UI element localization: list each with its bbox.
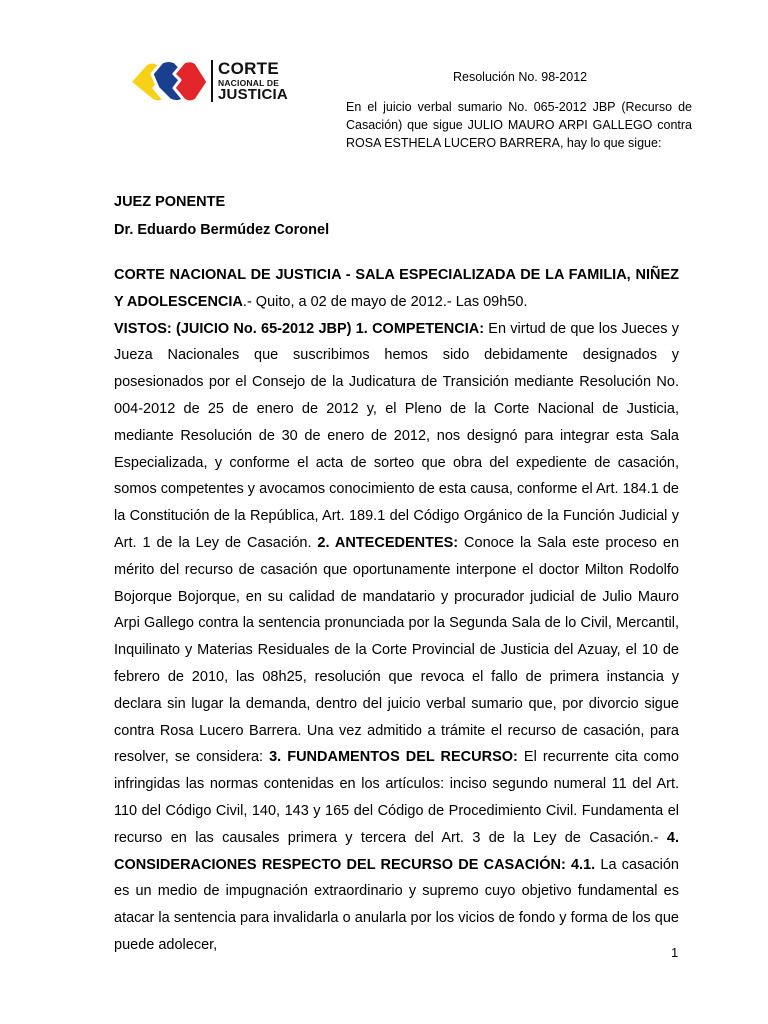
date-line: .- Quito, a 02 de mayo de 2012.- Las 09h50.	[242, 293, 528, 310]
main-paragraph	[114, 316, 679, 959]
consideraciones-text: La casación es un medio de impugnación extraordinario y supremo cuyo objetivo fundamental es atacar la sentencia para invalidarla o anularla por los vicios de fondo y forma de los que puede adolecer,	[114, 856, 679, 953]
logo-line-corte: CORTE	[218, 59, 279, 78]
competencia-text: En virtud de que los Jueces y Jueza Nacionales que suscribimos hemos sido debidamente designados y posesionados por el Consejo de la Judicatura de Transición mediante Resolución No. 004-2012 de 25 de enero de 2012 y, el Pleno de la Corte Nacional de Justicia, mediante Resolución de 30 de enero de 2012, nos designó para integrar esta Sala Especializada, y conforme el acta de sorteo que obra del expediente de casación, somos competentes y avocamos conocimiento de esta causa, conforme el Art. 184.1 de la Constitución de la República, Art. 189.1 del Código Orgánico de la Función Judicial y Art. 1 de la Ley de Casación.	[114, 320, 679, 551]
court-heading: CORTE NACIONAL DE JUSTICIA - SALA ESPECIALIZADA DE LA FAMILIA, NIÑEZ Y ADOLESCENCIA	[114, 267, 679, 310]
resolution-number: Resolución No. 98-2012	[453, 70, 588, 84]
resolution-body	[114, 262, 679, 959]
antecedentes-heading: 2. ANTECEDENTES:	[317, 534, 459, 551]
vistos-heading: VISTOS: (JUICIO No. 65-2012 JBP) 1. COMPETENCIA:	[114, 320, 485, 337]
logo-red-shape	[174, 61, 208, 102]
logo-line-justicia: JUSTICIA	[218, 86, 288, 103]
logo-divider	[211, 60, 213, 102]
consideraciones-heading: 4. CONSIDERACIONES RESPECTO DEL RECURSO DE CASACIÓN: 4.1.	[114, 829, 679, 873]
case-summary: En el juicio verbal sumario No. 065-2012 JBP (Recurso de Casación) que sigue JULIO MAURO ARPI GALLEGO contra ROSA ESTHELA LUCERO BARRERA, hay lo que sigue:	[346, 100, 692, 150]
court-heading-paragraph	[114, 262, 679, 316]
logo-emblem-icon	[128, 58, 210, 106]
page-number: 1	[671, 945, 679, 960]
fundamentos-heading: 3. FUNDAMENTOS DEL RECURSO:	[269, 749, 518, 766]
juez-ponente-name: Dr. Eduardo Bermúdez Coronel	[114, 222, 330, 238]
logo-line-nacional: NACIONAL DE	[218, 78, 280, 88]
fundamentos-text: El recurrente cita como infringidas las normas contenidas en los artículos: inciso segundo numeral 11 del Art. 110 del Código Civil, 140, 143 y 165 del Código de Procedimiento Civil. Fundamenta el recurso en las causales primera y tercera del Art. 3 de la Ley de Casación.-	[114, 749, 679, 846]
corte-nacional-logo	[128, 58, 288, 106]
antecedentes-text: Conoce la Sala este proceso en mérito del recurso de casación que oportunamente interpone el doctor Milton Rodolfo Bojorque Bojorque, en su calidad de mandatario y procurador judicial de Julio Mauro Arpi Gallego contra la sentencia pronunciada por la Segunda Sala de lo Civil, Mercantil, Inquilinato y Materias Residuales de la Corte Provincial de Justicia del Azuay, el 10 de febrero de 2010, las 08h25, resolución que revoca el fallo de primera instancia y declara sin lugar la demanda, dentro del juicio verbal sumario que, por divorcio sigue contra Rosa Lucero Barrera. Una vez admitido a trámite el recurso de casación, para resolver, se considera:	[114, 534, 680, 766]
juez-ponente-title: JUEZ PONENTE	[114, 194, 226, 210]
